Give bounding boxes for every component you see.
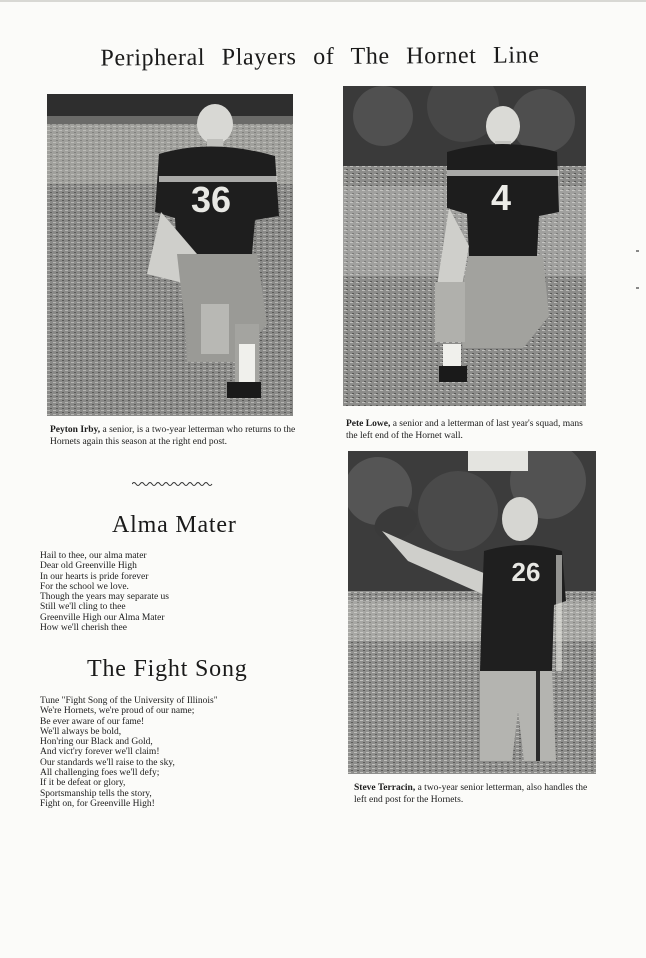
jersey-number: 26: [511, 557, 541, 587]
fight-song-lyrics: [40, 696, 218, 809]
lyric-line: Dear old Greenville High: [40, 561, 137, 572]
caption-irby: [50, 424, 296, 448]
player-caption: a senior and a letterman of last year's squad, mans the left end of the Hornet wall.: [346, 419, 583, 441]
lyric-line: Our standards we'll raise to the sky,: [40, 757, 175, 768]
page-title: Peripheral Players of The Hornet Line: [100, 42, 540, 72]
football-player-kneeling-image: [47, 94, 293, 416]
player-photo-lowe: [343, 86, 586, 406]
lyric-line: Hail to thee, our alma mater: [40, 551, 147, 561]
lyric-line: And vict'ry forever we'll claim!: [40, 747, 160, 758]
lyric-line: Tune "Fight Song of the University of Illinois": [40, 696, 218, 706]
lyric-line: Fight on, for Greenville High!: [40, 798, 155, 809]
player-name: Steve Terracin,: [354, 783, 416, 793]
lyric-line: In our hearts is pride forever: [40, 571, 149, 582]
player-name: Peyton Irby,: [50, 425, 101, 435]
lyric-line: How we'll cherish thee: [40, 623, 127, 634]
squiggle-divider: [132, 480, 214, 488]
lyric-line: For the school we love.: [40, 581, 129, 592]
lyric-line: Though the years may separate us: [40, 592, 169, 603]
lyric-line: We'll always be bold,: [40, 726, 122, 737]
page-edge: [0, 0, 646, 2]
lyric-line: Greenville High our Alma Mater: [40, 612, 165, 623]
scan-mark: [636, 250, 639, 252]
player-photo-irby: [47, 94, 293, 416]
caption-lowe: [346, 418, 592, 442]
lyric-line: Hon'ring our Black and Gold,: [40, 737, 153, 748]
player-name: Pete Lowe,: [346, 419, 391, 429]
lyric-line: Be ever aware of our fame!: [40, 716, 145, 727]
fight-song-heading: The Fight Song: [87, 656, 248, 682]
scan-mark: [636, 287, 639, 289]
lyric-line: We're Hornets, we're proud of our name;: [40, 706, 195, 717]
caption-terracin: [354, 782, 600, 806]
lyric-line: All challenging foes we'll defy;: [40, 768, 160, 779]
lyric-line: If it be defeat or glory,: [40, 778, 126, 789]
jersey-number: 4: [490, 177, 512, 218]
alma-mater-lyrics: [40, 551, 169, 633]
player-photo-terracin: [348, 451, 596, 774]
player-caption: a senior, is a two-year letterman who returns to the Hornets again this season at the right end post.: [50, 425, 296, 447]
alma-mater-heading: Alma Mater: [112, 512, 237, 538]
football-player-holding-ball-image: [348, 451, 596, 774]
jersey-number: 36: [190, 179, 232, 220]
lyric-line: Still we'll cling to thee: [40, 602, 126, 613]
lyric-line: Sportsmanship tells the story,: [40, 788, 152, 799]
football-player-kneeling-image: [343, 86, 586, 406]
player-caption: a two-year senior letterman, also handles the left end post for the Hornets.: [354, 783, 588, 805]
